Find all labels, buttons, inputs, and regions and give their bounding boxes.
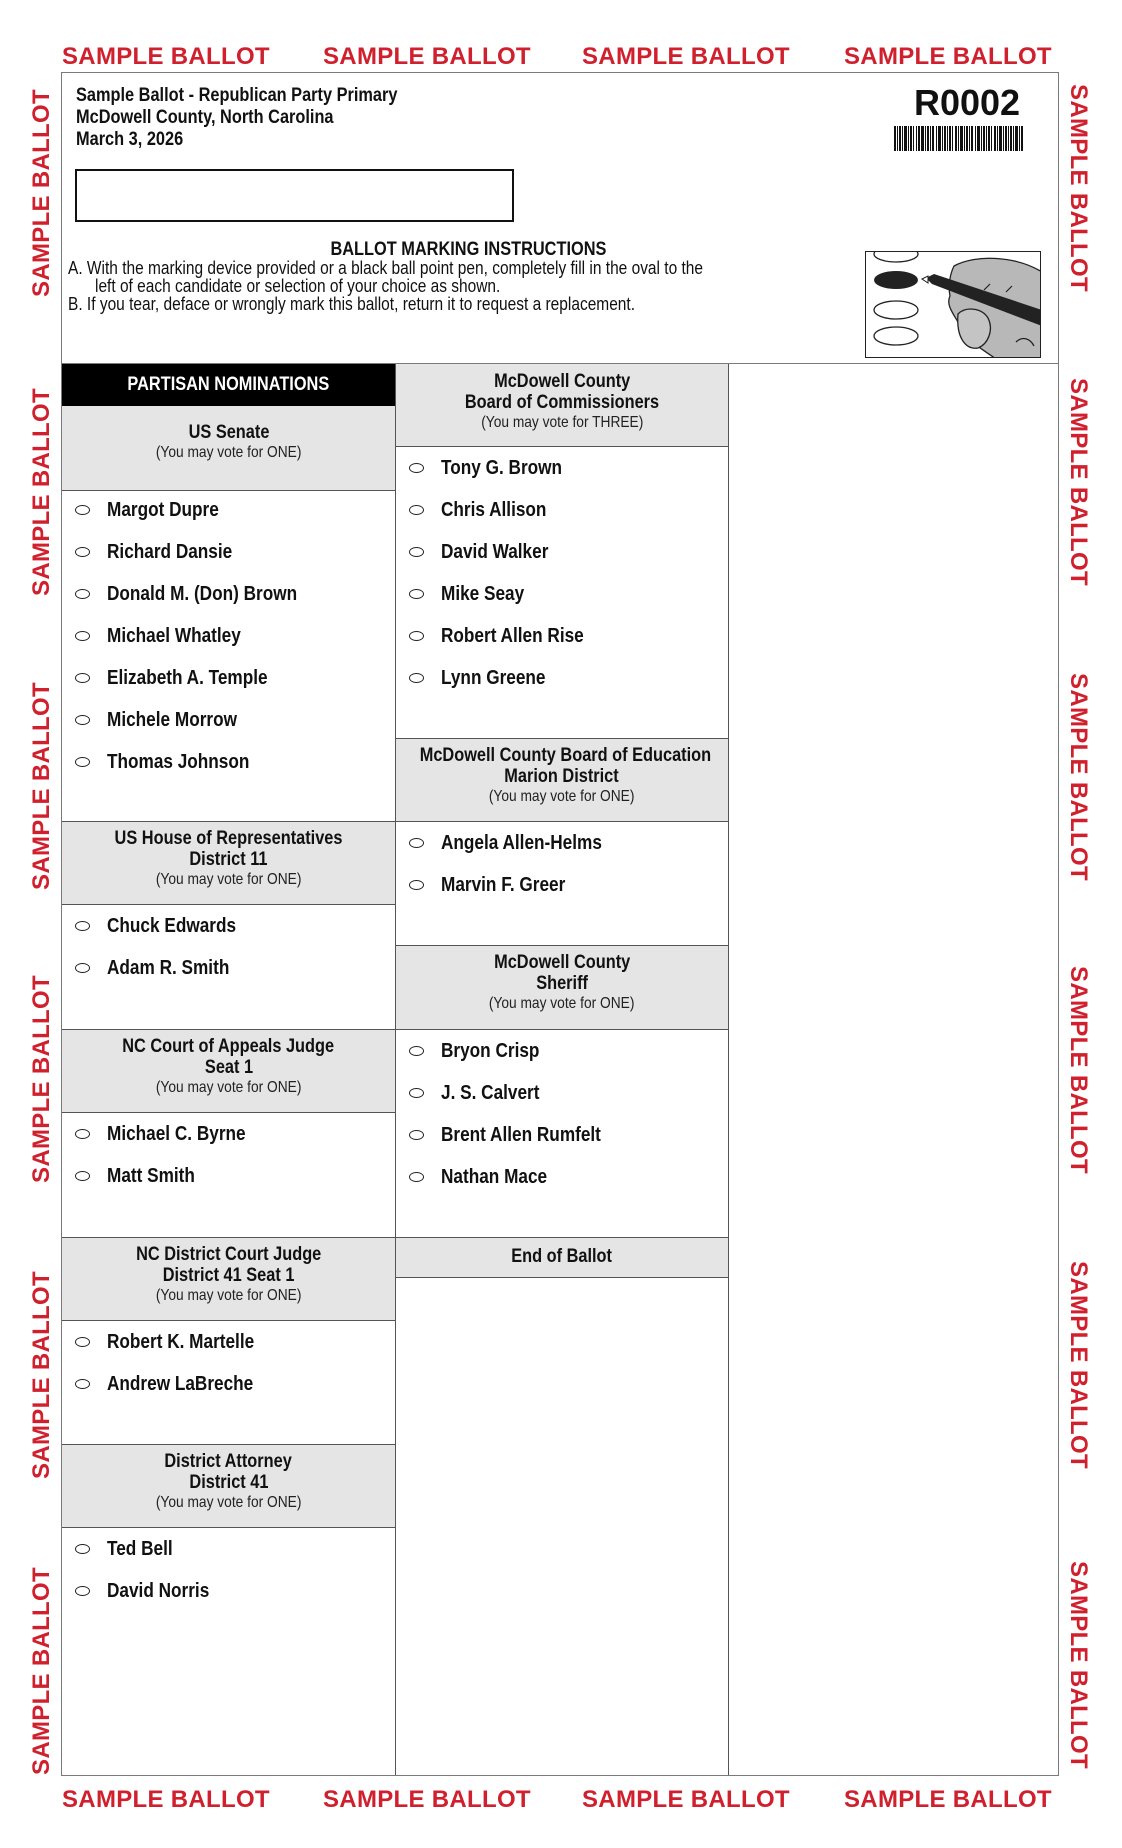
vote-oval[interactable] [75, 1586, 90, 1596]
watermark-right-3: SAMPLE BALLOT [1065, 673, 1092, 881]
candidate-option[interactable]: Chris Allison [396, 495, 728, 525]
vote-oval[interactable] [75, 547, 90, 557]
candidate-option[interactable]: Nathan Mace [396, 1162, 728, 1192]
watermark-right-2: SAMPLE BALLOT [1065, 378, 1092, 586]
column-2 [396, 364, 729, 1775]
ballot [61, 72, 1059, 1776]
candidate-option[interactable]: Margot Dupre [62, 495, 395, 525]
vote-oval[interactable] [409, 589, 424, 599]
barcode-icon [894, 126, 1024, 151]
partisan-nominations-header: PARTISAN NOMINATIONS [62, 364, 395, 406]
vote-oval[interactable] [75, 505, 90, 515]
vote-oval[interactable] [75, 673, 90, 683]
candidate-option[interactable]: Lynn Greene [396, 663, 728, 693]
vote-oval[interactable] [409, 1172, 424, 1182]
vote-oval[interactable] [75, 1129, 90, 1139]
ballot-heading [76, 85, 450, 151]
vote-oval[interactable] [409, 547, 424, 557]
vote-oval[interactable] [75, 921, 90, 931]
vote-oval[interactable] [409, 880, 424, 890]
watermark-left-6: SAMPLE BALLOT [28, 1567, 55, 1775]
candidate-option[interactable]: Matt Smith [62, 1161, 395, 1191]
column-3 [729, 364, 1058, 1775]
candidate-option[interactable]: Angela Allen-Helms [396, 828, 728, 858]
watermark-right-1: SAMPLE BALLOT [1065, 84, 1092, 292]
candidate-option[interactable]: Donald M. (Don) Brown [62, 579, 395, 609]
vote-oval[interactable] [75, 631, 90, 641]
candidate-option[interactable]: Andrew LaBreche [62, 1369, 395, 1399]
watermark-top-2: SAMPLE BALLOT [323, 43, 531, 70]
candidate-option[interactable]: J. S. Calvert [396, 1078, 728, 1108]
watermark-left-2: SAMPLE BALLOT [28, 388, 55, 596]
watermark-top-1: SAMPLE BALLOT [62, 43, 270, 70]
ballot-style-box [75, 169, 514, 222]
candidate-option[interactable]: Marvin F. Greer [396, 870, 728, 900]
candidate-option[interactable]: Chuck Edwards [62, 911, 395, 941]
candidate-option[interactable]: Michele Morrow [62, 705, 395, 735]
instruction-a-line2: left of each candidate or selection of your choice as shown. [95, 276, 501, 296]
candidate-option[interactable]: David Walker [396, 537, 728, 567]
candidate-option[interactable]: Michael C. Byrne [62, 1119, 395, 1149]
watermark-left-4: SAMPLE BALLOT [28, 975, 55, 1183]
candidate-option[interactable]: Ted Bell [62, 1534, 395, 1564]
candidate-option[interactable]: Tony G. Brown [396, 453, 728, 483]
contest-header: McDowell County Sheriff (You may vote for ONE) [396, 945, 728, 1030]
ballot-date: March 3, 2026 [76, 129, 184, 150]
contest-header: District Attorney District 41 (You may vote for ONE) [62, 1444, 395, 1528]
watermark-bottom-1: SAMPLE BALLOT [62, 1786, 270, 1813]
ballot-title: Sample Ballot - Republican Party Primary [76, 85, 398, 106]
vote-oval[interactable] [75, 1379, 90, 1389]
watermark-bottom-2: SAMPLE BALLOT [323, 1786, 531, 1813]
candidate-option[interactable]: Adam R. Smith [62, 953, 395, 983]
instruction-b: B. If you tear, deface or wrongly mark this ballot, return it to request a replacement. [68, 294, 636, 314]
contest-header: McDowell County Board of Commissioners (You may vote for THREE) [396, 364, 728, 447]
instructions-title: BALLOT MARKING INSTRUCTIONS [330, 239, 606, 260]
watermark-left-1: SAMPLE BALLOT [28, 89, 55, 297]
candidate-option[interactable]: Robert K. Martelle [62, 1327, 395, 1357]
candidate-option[interactable]: Robert Allen Rise [396, 621, 728, 651]
vote-oval[interactable] [75, 1544, 90, 1554]
vote-oval[interactable] [409, 463, 424, 473]
contest-header: US Senate (You may vote for ONE) [62, 406, 395, 491]
vote-oval[interactable] [75, 715, 90, 725]
vote-oval[interactable] [409, 1046, 424, 1056]
vote-oval[interactable] [409, 1088, 424, 1098]
vote-oval[interactable] [75, 589, 90, 599]
vote-oval[interactable] [409, 631, 424, 641]
watermark-top-3: SAMPLE BALLOT [582, 43, 790, 70]
ballot-county: McDowell County, North Carolina [76, 107, 334, 128]
watermark-left-5: SAMPLE BALLOT [28, 1271, 55, 1479]
watermark-right-4: SAMPLE BALLOT [1065, 966, 1092, 1174]
marking-example-illustration [865, 251, 1041, 358]
watermark-right-5: SAMPLE BALLOT [1065, 1261, 1092, 1469]
instruction-a-line1: A. With the marking device provided or a black ball point pen, completely fill in the oval to the [68, 258, 704, 278]
vote-oval[interactable] [75, 963, 90, 973]
watermark-right-6: SAMPLE BALLOT [1065, 1561, 1092, 1769]
vote-oval[interactable] [409, 1130, 424, 1140]
watermark-bottom-4: SAMPLE BALLOT [844, 1786, 1052, 1813]
candidate-option[interactable]: Bryon Crisp [396, 1036, 728, 1066]
end-of-ballot: End of Ballot [396, 1237, 728, 1278]
contest-header: US House of Representatives District 11 (You may vote for ONE) [62, 821, 395, 905]
vote-oval[interactable] [75, 1171, 90, 1181]
hand-marking-oval-icon [866, 252, 1041, 358]
vote-oval[interactable] [409, 838, 424, 848]
vote-oval[interactable] [75, 757, 90, 767]
candidate-option[interactable]: Mike Seay [396, 579, 728, 609]
contest-header: NC District Court Judge District 41 Seat 1 (You may vote for ONE) [62, 1237, 395, 1321]
vote-oval[interactable] [409, 673, 424, 683]
watermark-top-4: SAMPLE BALLOT [844, 43, 1052, 70]
candidate-option[interactable]: Michael Whatley [62, 621, 395, 651]
contest-header: NC Court of Appeals Judge Seat 1 (You may vote for ONE) [62, 1029, 395, 1113]
contest-header: McDowell County Board of Education Marion District (You may vote for ONE) [396, 738, 728, 822]
ballot-id: R0002 [913, 82, 1021, 123]
candidate-option[interactable]: Richard Dansie [62, 537, 395, 567]
candidate-option[interactable]: David Norris [62, 1576, 395, 1606]
vote-oval[interactable] [409, 505, 424, 515]
candidate-option[interactable]: Brent Allen Rumfelt [396, 1120, 728, 1150]
watermark-bottom-3: SAMPLE BALLOT [582, 1786, 790, 1813]
watermark-left-3: SAMPLE BALLOT [28, 682, 55, 890]
candidate-option[interactable]: Elizabeth A. Temple [62, 663, 395, 693]
column-1 [62, 364, 396, 1775]
candidate-option[interactable]: Thomas Johnson [62, 747, 395, 777]
vote-oval[interactable] [75, 1337, 90, 1347]
